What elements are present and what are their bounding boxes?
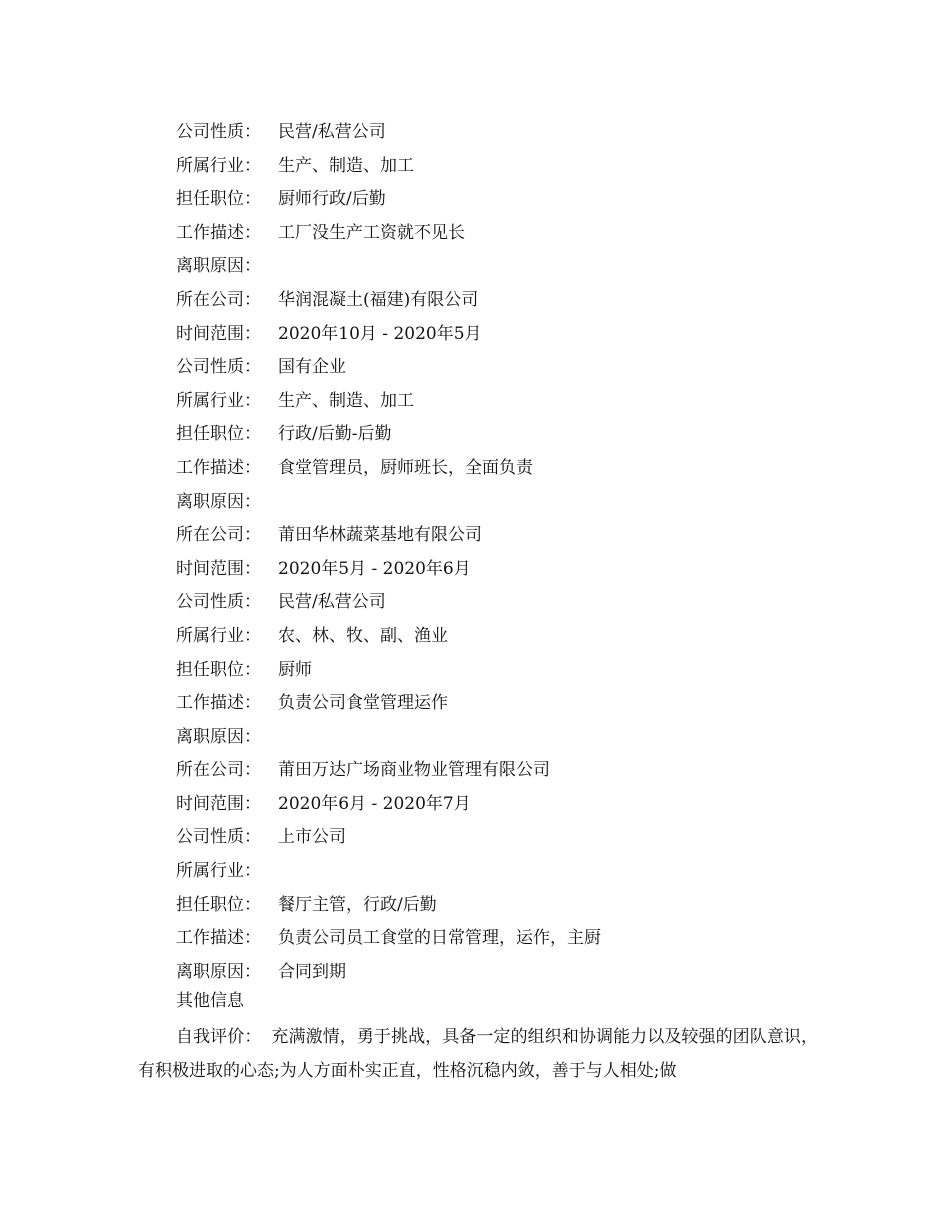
- field-row: [176, 889, 601, 923]
- field-label: 时间范围：: [176, 793, 261, 814]
- field-label: 时间范围：: [176, 323, 261, 344]
- field-label: 担任职位：: [176, 424, 261, 445]
- self-evaluation-text: 充满激情，勇于挑战，具备一定的组织和协调能力以及较强的团队意识，有积极进取的心态;为人方面朴实正直，性格沉稳内敛，善于与人相处;做: [138, 1027, 819, 1081]
- field-row: [176, 721, 601, 755]
- field-row: [176, 217, 601, 251]
- field-value: 农、林、牧、副、渔业: [278, 625, 448, 646]
- field-row: [176, 486, 601, 520]
- field-row: [176, 922, 601, 956]
- field-label: 所属行业：: [176, 861, 261, 882]
- field-label: 时间范围：: [176, 558, 261, 579]
- field-row: [176, 754, 601, 788]
- field-label: 公司性质：: [176, 357, 261, 378]
- field-label: 所在公司：: [176, 760, 261, 781]
- field-value: 生产、制造、加工: [278, 390, 414, 411]
- field-value: 负责公司员工食堂的日常管理，运作，主厨: [278, 928, 601, 949]
- field-value: 厨师行政/后勤: [278, 189, 386, 210]
- field-label: 公司性质：: [176, 827, 261, 848]
- field-label: 所属行业：: [176, 390, 261, 411]
- field-row: [176, 855, 601, 889]
- field-value: 莆田万达广场商业物业管理有限公司: [278, 760, 550, 781]
- field-row: [176, 250, 601, 284]
- field-value: 国有企业: [278, 357, 346, 378]
- field-row: [176, 620, 601, 654]
- field-row: [176, 385, 601, 419]
- field-label: 所属行业：: [176, 155, 261, 176]
- self-evaluation-label: 自我评价：: [176, 1027, 262, 1047]
- field-row: [176, 418, 601, 452]
- field-value: 华润混凝土(福建)有限公司: [278, 289, 479, 310]
- field-value: 厨师: [278, 659, 312, 680]
- field-label: 担任职位：: [176, 189, 261, 210]
- field-row: [176, 586, 601, 620]
- field-row: [176, 150, 601, 184]
- field-row: [176, 553, 601, 587]
- field-value: 餐厅主管，行政/后勤: [278, 894, 437, 915]
- field-label: 公司性质：: [176, 122, 261, 142]
- field-value: 2020年6月 - 2020年7月: [278, 793, 471, 814]
- field-row: [176, 183, 601, 217]
- field-label: 工作描述：: [176, 928, 261, 949]
- field-value: 莆田华林蔬菜基地有限公司: [278, 525, 482, 546]
- field-row: [176, 687, 601, 721]
- field-row: [176, 318, 601, 352]
- field-row: [176, 956, 601, 990]
- self-evaluation-paragraph: [138, 1020, 818, 1088]
- field-row: [176, 116, 601, 150]
- field-label: 工作描述：: [176, 693, 261, 714]
- field-row: [176, 351, 601, 385]
- field-label: 离职原因：: [176, 726, 261, 747]
- field-label: 所在公司：: [176, 289, 261, 310]
- field-value: 行政/后勤-后勤: [278, 424, 392, 445]
- field-label: 所属行业：: [176, 625, 261, 646]
- field-label: 公司性质：: [176, 592, 261, 613]
- field-value: 生产、制造、加工: [278, 155, 414, 176]
- field-value: 负责公司食堂管理运作: [278, 693, 448, 714]
- field-value: 工厂没生产工资就不见长: [278, 222, 465, 243]
- field-label: 工作描述：: [176, 222, 261, 243]
- field-row: [176, 452, 601, 486]
- field-value: 食堂管理员，厨师班长，全面负责: [278, 457, 533, 478]
- field-label: 所在公司：: [176, 525, 261, 546]
- field-row: [176, 519, 601, 553]
- field-value: 民营/私营公司: [278, 122, 386, 142]
- field-label: 担任职位：: [176, 659, 261, 680]
- field-value: 上市公司: [278, 827, 346, 848]
- work-history-list: [176, 116, 601, 989]
- field-row: [176, 821, 601, 855]
- field-label: 工作描述：: [176, 457, 261, 478]
- field-label: 离职原因：: [176, 491, 261, 512]
- field-value: 民营/私营公司: [278, 592, 386, 613]
- other-info-heading: 其他信息: [176, 991, 244, 1011]
- field-value: 2020年10月 - 2020年5月: [278, 323, 482, 344]
- field-label: 担任职位：: [176, 894, 261, 915]
- field-label: 离职原因：: [176, 961, 261, 982]
- field-row: [176, 788, 601, 822]
- field-label: 离职原因：: [176, 256, 261, 277]
- field-row: [176, 284, 601, 318]
- field-row: [176, 654, 601, 688]
- field-value: 2020年5月 - 2020年6月: [278, 558, 471, 579]
- field-value: 合同到期: [278, 961, 346, 982]
